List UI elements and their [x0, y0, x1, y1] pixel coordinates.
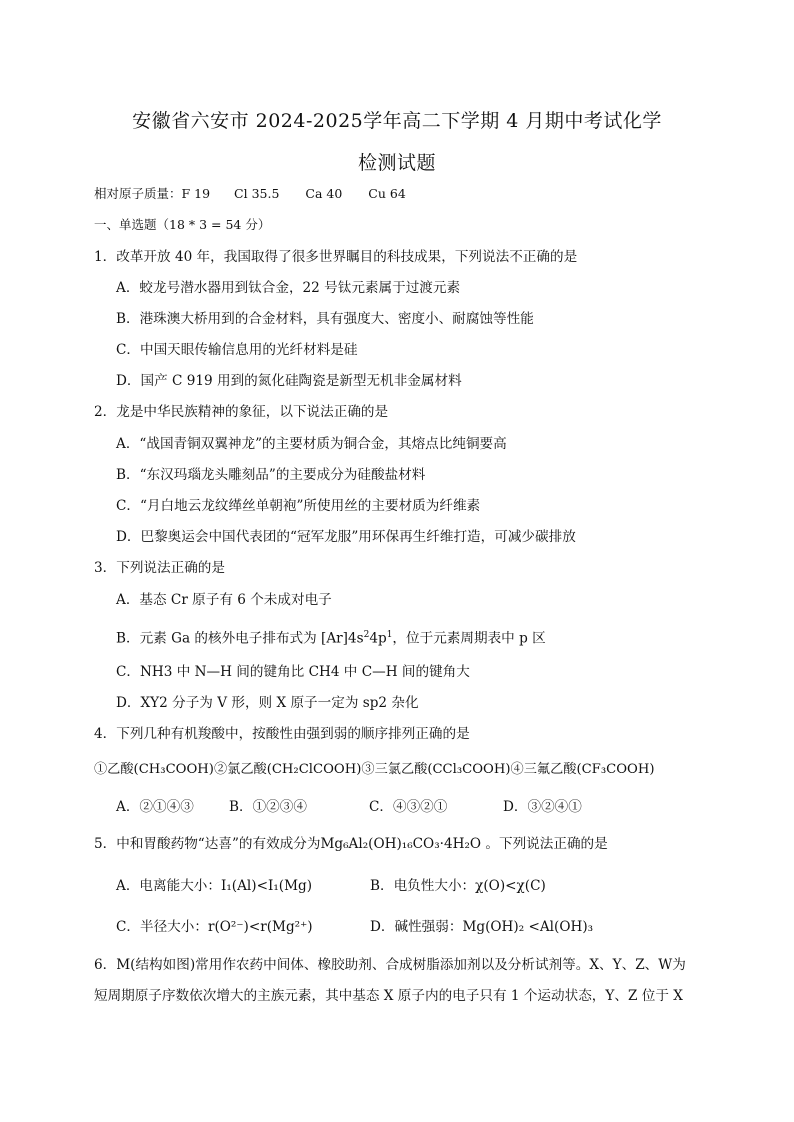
- question-4-options: [116, 797, 582, 817]
- section-heading: 一、单选题（18 * 3 = 54 分）: [94, 217, 271, 232]
- question-1-option-d: D．国产 C 919 用到的氮化硅陶瓷是新型无机非金属材料: [116, 373, 462, 389]
- question-1-stem: 1．改革开放 40 年，我国取得了很多世界瞩目的科技成果，下列说法不正确的是: [94, 249, 578, 265]
- question-4-acid-list: ①乙酸(CH₃COOH)②氯乙酸(CH₂ClCOOH)③三氯乙酸(CCl₃COOH)④三氟乙酸(CF₃COOH): [94, 762, 655, 777]
- question-5-options-ab: [116, 876, 546, 896]
- question-4-stem: 4．下列几种有机羧酸中，按酸性由强到弱的顺序排列正确的是: [94, 726, 470, 742]
- exam-title-line-1: 安徽省六安市 2024-2025学年高二下学期 4 月期中考试化学: [132, 110, 662, 132]
- question-2-option-d: D．巴黎奥运会中国代表团的“冠军龙服”用环保再生纤维打造，可减少碳排放: [116, 529, 576, 545]
- question-6-line-1: 6．M(结构如图)常用作农药中间体、橡胶助剂、合成树脂添加剂以及分析试剂等。X、Y、Z、W为: [94, 957, 686, 973]
- question-3-stem: 3．下列说法正确的是: [94, 560, 225, 576]
- question-3-option-b-text: B．元素 Ga 的核外电子排布式为 [Ar]4s: [116, 630, 364, 647]
- question-4-option-d: D．③②④①: [503, 799, 582, 815]
- question-5-option-d: D．碱性强弱：Mg(OH)₂ <Al(OH)₃: [370, 919, 594, 935]
- question-5-option-a: A．电离能大小：I₁(Al)<I₁(Mg): [116, 878, 313, 894]
- question-6-line-2: 短周期原子序数依次增大的主族元素，其中基态 X 原子内的电子只有 1 个运动状态，Y、Z 位于 X: [94, 988, 683, 1004]
- question-1-option-a: A．蛟龙号潜水器用到钛合金，22 号钛元素属于过渡元素: [116, 280, 461, 296]
- question-4-option-a: A．②①④③: [116, 799, 194, 815]
- question-5-stem: 5．中和胃酸药物“达喜”的有效成分为Mg₆Al₂(OH)₁₆CO₃·4H₂O 。下列说法正确的是: [94, 836, 608, 852]
- question-2-stem: 2．龙是中华民族精神的象征，以下说法正确的是: [94, 404, 389, 420]
- question-4-option-c: C．④③②①: [369, 799, 448, 815]
- atomic-mass-cl: Cl 35.5: [234, 186, 280, 201]
- atomic-mass-cu: Cu 64: [368, 186, 406, 201]
- question-4-option-b: B．①②③④: [229, 799, 307, 815]
- question-5-options-cd: [116, 917, 593, 937]
- atomic-mass-line: [94, 184, 428, 204]
- question-2-option-b: B．“东汉玛瑙龙头雕刻品”的主要成分为硅酸盐材料: [116, 467, 426, 483]
- question-5-option-c: C．半径大小：r(O²⁻)<r(Mg²⁺): [116, 919, 313, 935]
- question-2-option-a: A．“战国青铜双翼神龙”的主要材质为铜合金，其熔点比纯铜要高: [116, 436, 507, 452]
- question-5-option-b: B．电负性大小：χ(O)<χ(C): [370, 878, 546, 894]
- question-2-option-c: C．“月白地云龙纹缂丝单朝袍”所使用丝的主要材质为纤维素: [116, 498, 481, 514]
- question-3-option-d: D．XY2 分子为 V 形，则 X 原子一定为 sp2 杂化: [116, 695, 419, 711]
- question-3-option-b: B．元素 Ga 的核外电子排布式为 $[Ar]4s^24p^1$，位于元素周期表中 p 区: [116, 630, 546, 647]
- exam-title-line-2: 检测试题: [357, 152, 436, 174]
- question-1-option-c: C．中国天眼传输信息用的光纤材料是硅: [116, 342, 358, 358]
- atomic-mass-label: 相对原子质量：F 19: [94, 186, 211, 201]
- question-3-option-c: C．NH3 中 N—H 间的键角比 CH4 中 C—H 间的键角大: [116, 664, 470, 680]
- question-1-option-b: B．港珠澳大桥用到的合金材料，具有强度大、密度小、耐腐蚀等性能: [116, 311, 534, 327]
- atomic-mass-ca: Ca 40: [305, 186, 343, 201]
- question-3-option-a: A．基态 Cr 原子有 6 个未成对电子: [116, 592, 332, 608]
